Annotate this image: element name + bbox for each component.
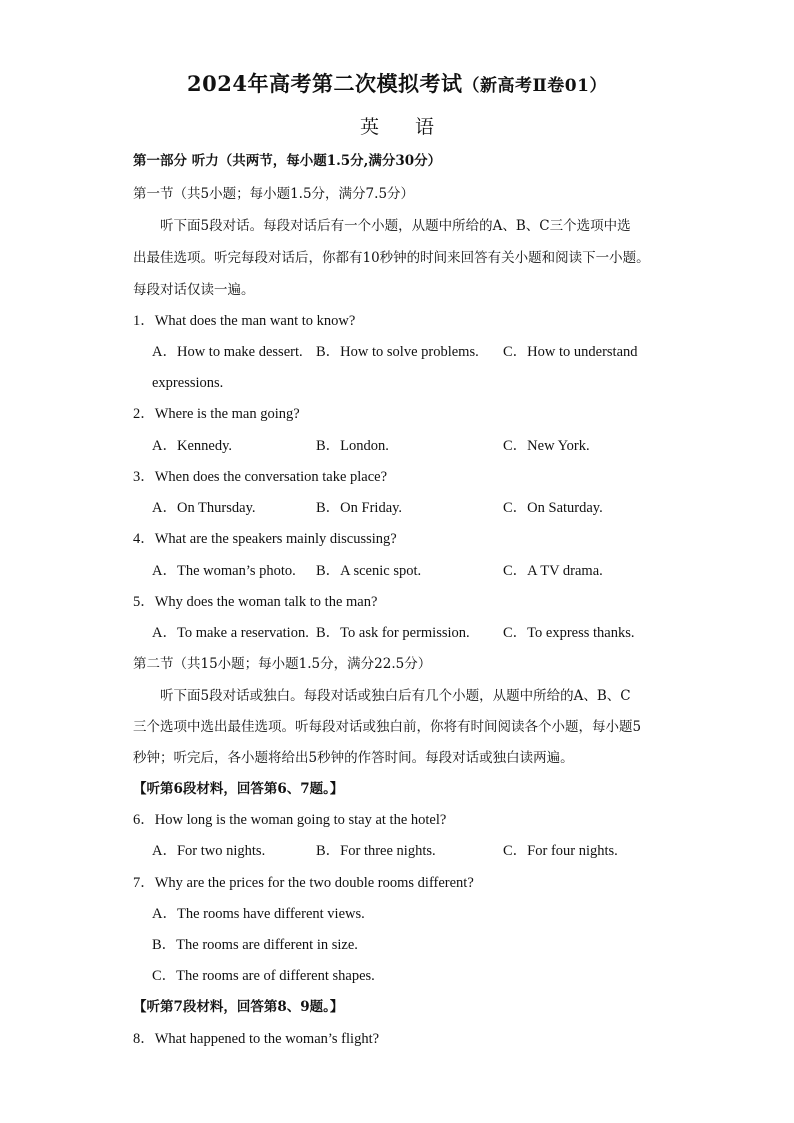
option-c: C．On Saturday.: [503, 500, 603, 516]
question-stem: 3．When does the conversation take place?: [133, 469, 388, 485]
question-stem: 6．How long is the woman going to stay at the hotel?: [133, 812, 447, 828]
question-stem: 2．Where is the man going?: [133, 406, 300, 422]
option-a: A．For two nights.: [152, 843, 266, 859]
section1-heading: 第一节（共5小题；每小题1.5分，满分7.5分）: [133, 186, 415, 202]
option-c: C．The rooms are of different shapes.: [152, 968, 375, 984]
option-a: A．The woman’s photo.: [152, 563, 296, 579]
section2-instruction-line: 秒钟；听完后，各小题将给出5秒钟的作答时间。每段对话或独白读两遍。: [133, 750, 574, 766]
section1-instruction-line: 出最佳选项。听完每段对话后，你都有10秒钟的时间来回答有关小题和阅读下一小题。: [133, 250, 650, 266]
option-c: C．A TV drama.: [503, 563, 603, 579]
option-b: B．For three nights.: [316, 843, 436, 859]
section1-instruction-line: 听下面5段对话。每段对话后有一个小题，从题中所给的A、B、C三个选项中选: [160, 218, 631, 234]
option-b: B．A scenic spot.: [316, 563, 422, 579]
question-stem: 5．Why does the woman talk to the man?: [133, 594, 378, 610]
option-b: B．On Friday.: [316, 500, 403, 516]
material-heading: 【听第7段材料，回答第8、9题。】: [133, 999, 344, 1015]
option-a: A．On Thursday.: [152, 500, 256, 516]
option-c: C．How to understand: [503, 344, 638, 360]
question-stem: 4．What are the speakers mainly discussing?: [133, 531, 397, 547]
question-stem: 8．What happened to the woman’s flight?: [133, 1031, 380, 1047]
question-stem: 1．What does the man want to know?: [133, 313, 356, 329]
option-b: B．The rooms are different in size.: [152, 937, 358, 953]
option-a: A．The rooms have different views.: [152, 906, 365, 922]
section2-instruction-line: 听下面5段对话或独白。每段对话或独白后有几个小题，从题中所给的A、B、C: [160, 688, 631, 704]
option-b: B．London.: [316, 438, 389, 454]
part1-heading: 第一部分 听力（共两节，每小题1.5分,满分30分）: [133, 153, 442, 169]
option-c-continuation: expressions.: [152, 375, 224, 391]
option-a: A．Kennedy.: [152, 438, 232, 454]
subject-title: 英语: [359, 116, 470, 138]
option-c: C．To express thanks.: [503, 625, 635, 641]
option-a: A．To make a reservation.: [152, 625, 309, 641]
option-c: C．New York.: [503, 438, 590, 454]
exam-title-sub: （新高考Ⅱ卷01）: [462, 76, 607, 96]
option-c: C．For four nights.: [503, 843, 618, 859]
section2-instruction-line: 三个选项中选出最佳选项。听每段对话或独白前，你将有时间阅读各个小题，每小题5: [133, 719, 642, 735]
option-b: B．To ask for permission.: [316, 625, 470, 641]
section1-instruction-line: 每段对话仅读一遍。: [133, 282, 255, 298]
exam-title-main: 2024年高考第二次模拟考试: [187, 71, 463, 96]
option-b: B．How to solve problems.: [316, 344, 479, 360]
material-heading: 【听第6段材料，回答第6、7题。】: [133, 781, 344, 797]
question-stem: 7．Why are the prices for the two double rooms different?: [133, 875, 474, 891]
option-a: A．How to make dessert.: [152, 344, 303, 360]
exam-title: [0, 68, 794, 98]
section2-heading: 第二节（共15小题；每小题1.5分，满分22.5分）: [133, 656, 432, 672]
